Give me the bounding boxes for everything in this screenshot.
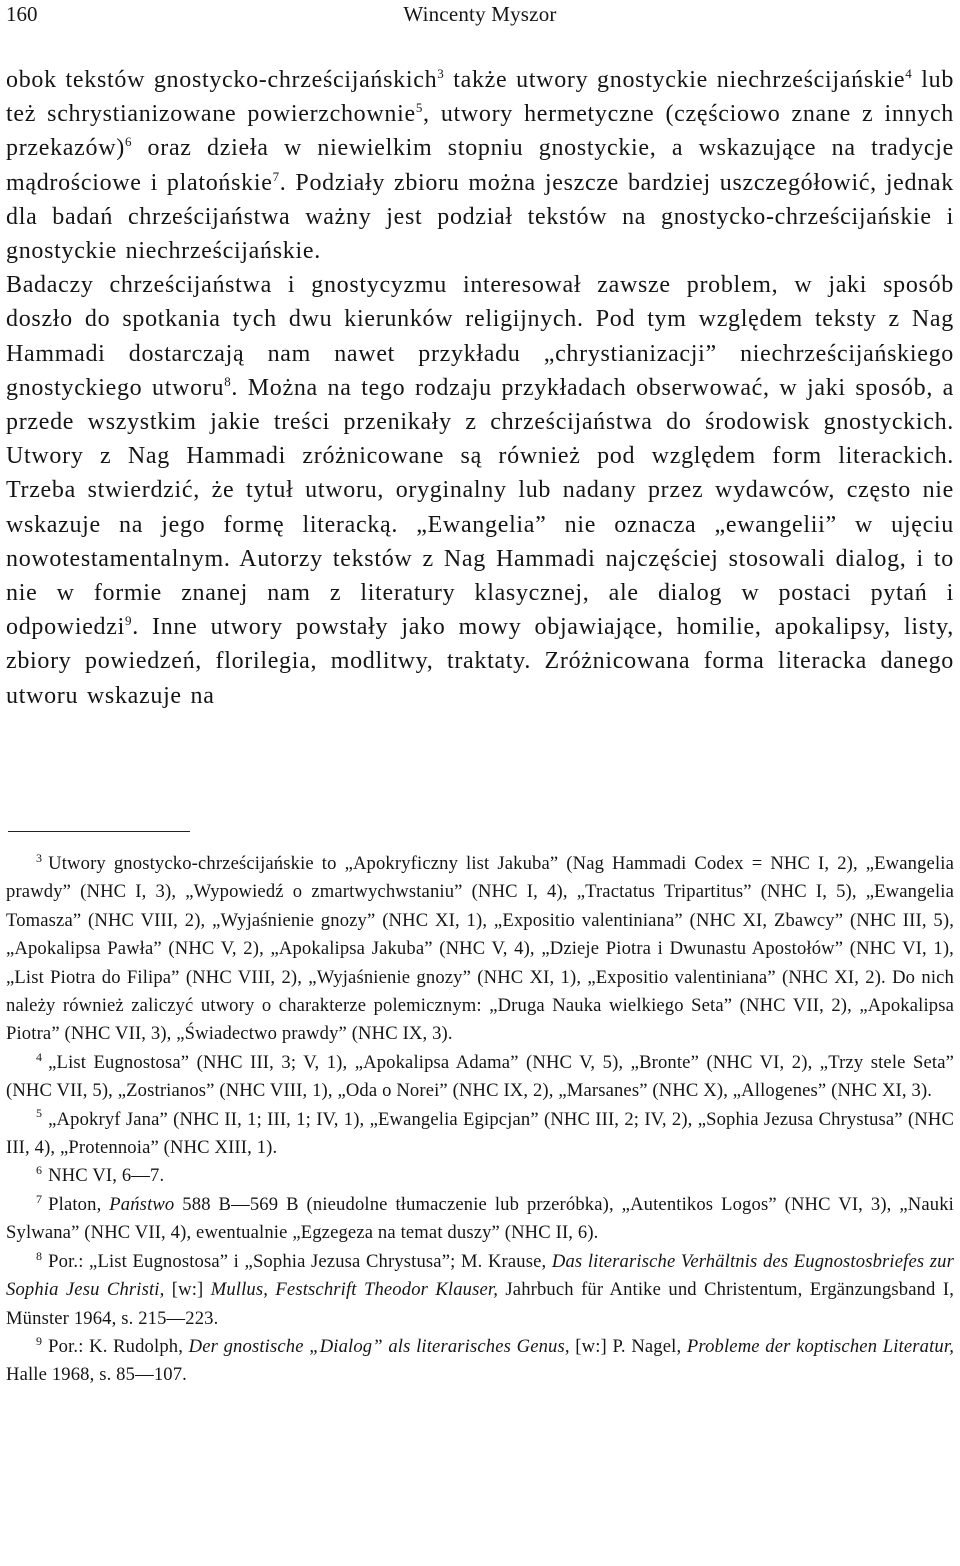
text-run: lub też schrystianizowane powierzchownie [6,67,955,128]
footnote-text: Utwory gnostycko-chrześcijańskie to „Apokryficzny list Jakuba” (Nag Hammadi Codex = NHC I, 2), „Ewangelia prawdy” (NHC I, 3), „Wypowiedź o zmartwychwstaniu” (NHC I, 4), „Tractatus Tripartitus” (NHC I, 5), „Ewangelia Tomasza” (NHC VIII, 2), „Wyjaśnienie gnozy” (NHC XI, 1), „Expositio valentiniana” (NHC XI, Zbawcy” (NHC III, 5), „Apokalipsa Pawła” (NHC V, 2), „Apokalipsa Jakuba” (NHC V, 4), „Dzieje Piotra i Dwunastu Apostołów” (NHC VI, 1), „List Piotra do Filipa” (NHC VIII, 2), „Wyjaśnienie gnozy” (NHC XI, 1), „Expositio valentiniana” (NHC XI, 2). Do nich należy również zaliczyć utwory o charakterze polemicznym: „Druga Nauka wielkiego Seta” (NHC VII, 2), „Apokalipsa Piotra” (NHC VII, 3), „Świadectwo prawdy” (NHC IX, 3). [6,853,954,1045]
footnote-ref-3: 3 [437,66,445,81]
footnote-number: 9 [36,1333,43,1348]
work-title: Der gnostische „Dialog” als literarisches Genus, [188,1335,570,1357]
paragraph-1 [6,63,954,268]
footnote-text: [w:] P. Nagel, [569,1335,687,1357]
footnote-text: Jahrbuch für Antike und Christentum, Ergänzungsband I, Münster 1964, s. 215—223. [6,1279,954,1329]
footnote-ref-4: 4 [905,66,913,81]
footnote-number: 4 [36,1049,43,1064]
footnote-number: 5 [36,1106,43,1121]
text-run: obok tekstów gnostycko-chrześcijańskich [6,67,438,93]
text-run: także utwory gnostyckie niechrześcijańskie [444,67,906,93]
footnote-text: 588 B—569 B (nieudolne tłumaczenie lub przeróbka), „Autentikos Logos” (NHC VI, 3), „Nauki Sylwana” (NHC VII, 4), ewentualnie „Egzegeza na temat duszy” (NHC II, 6). [6,1193,954,1244]
footnote-number: 6 [36,1163,43,1178]
footnote-4 [6,1049,954,1106]
footnote-ref-9: 9 [124,613,133,629]
footnote-5 [6,1106,954,1163]
book-title: Mullus, Festschrift Theodor Klauser, [210,1279,499,1301]
footnote-8 [6,1248,954,1333]
footnote-text: „Apokryf Jana” (NHC II, 1; III, 1; IV, 1), „Ewangelia Egipcjan” (NHC III, 2; IV, 2), „Sophia Jezusa Chrystusa” (NHC III, 4), „Protennoia” (NHC XIII, 1). [6,1108,954,1159]
text-run: . Inne utwory powstały jako mowy objawiające, homilie, apokalipsy, listy, zbiory powiedzeń, florilegia, modlitwy, traktaty. Zróżnicowana forma literacka danego utworu wskazuje na [6,614,954,709]
running-head: Wincenty Myszor [403,2,557,26]
paragraph-2 [6,268,954,713]
footnote-ref-5: 5 [415,100,424,116]
work-title: Das literarische Verhältnis des Eugnostosbriefes zur Sophia Jesu Christi, [6,1250,954,1301]
book-title: Państwo [109,1193,175,1215]
footnote-3 [6,850,954,1049]
footnote-text: Halle 1968, s. 85—107. [6,1364,187,1386]
footnote-text: NHC VI, 6—7. [48,1165,165,1187]
footnote-9 [6,1333,954,1390]
text-run: Badaczy chrześcijaństwa i gnostycyzmu interesował zawsze problem, w jaki sposób doszło do spotkania tych dwu kierunków religijnych. Pod tym względem teksty z Nag Hammadi dostarczają nam nawet przykładu „chrystianizacji” niechrześcijańskiego gnostyckiego utworu [6,272,954,401]
body-text [6,63,954,713]
footnote-number: 3 [36,850,43,865]
footnote-6 [6,1162,954,1190]
text-run: oraz dzieła w niewielkim stopniu gnostyckie, a wskazujące na tradycje mądrościowe i platońskie [6,135,954,196]
text-run: . Można na tego rodzaju przykładach obserwować, w jaki sposób, a przede wszystkim jakie treści przenikały z chrześcijaństwa do środowisk gnostyckich. Utwory z Nag Hammadi zróżnicowane są również pod względem form literackich. Trzeba stwierdzić, że tytuł utworu, oryginalny lub nadany przez wydawców, często nie wskazuje na jego formę literacką. „Ewangelia” nie oznacza „ewangelii” w ujęciu nowotestamentalnym. Autorzy tekstów z Nag Hammadi najczęściej stosowali dialog, i to nie w formie znanej nam z literatury klasycznej, ale dialog w postaci pytań i odpowiedzi [6,374,954,641]
page-header [6,0,954,34]
text-run: . Podziały zbioru można jeszcze bardziej uszczegółowić, jednak dla badań chrześcijaństwa ważny jest podział tekstów na gnostycko-chrześcijańskie i gnostyckie niechrześcijańskie. [6,169,954,265]
footnote-ref-8: 8 [224,373,232,389]
page-number: 160 [6,2,38,26]
text-run: , utwory hermetyczne (częściowo znane z innych przekazów) [6,101,955,162]
footnote-text: „List Eugnostosa” (NHC III, 3; V, 1), „Apokalipsa Adama” (NHC V, 5), „Bronte” (NHC VI, 2), „Trzy stele Seta” (NHC VII, 5), „Zostrianos” (NHC VIII, 1), „Oda o Norei” (NHC IX, 2), „Marsanes” (NHC X), „Allogenes” (NHC XI, 3). [6,1051,954,1102]
footnote-7 [6,1191,954,1248]
footnote-separator [8,831,190,832]
book-title: Probleme der koptischen Literatur, [686,1335,954,1357]
footnote-text: [w:] [164,1279,211,1301]
footnote-ref-7: 7 [272,168,280,184]
footnote-ref-6: 6 [124,134,133,150]
footnote-text: Platon, [48,1193,110,1215]
footnote-text: Por.: K. Rudolph, [48,1335,189,1357]
footnotes [6,850,954,1390]
footnote-text: Por.: „List Eugnostosa” i „Sophia Jezusa Chrystusa”; M. Krause, [48,1250,552,1272]
footnote-number: 7 [36,1191,43,1206]
footnote-number: 8 [36,1248,43,1263]
